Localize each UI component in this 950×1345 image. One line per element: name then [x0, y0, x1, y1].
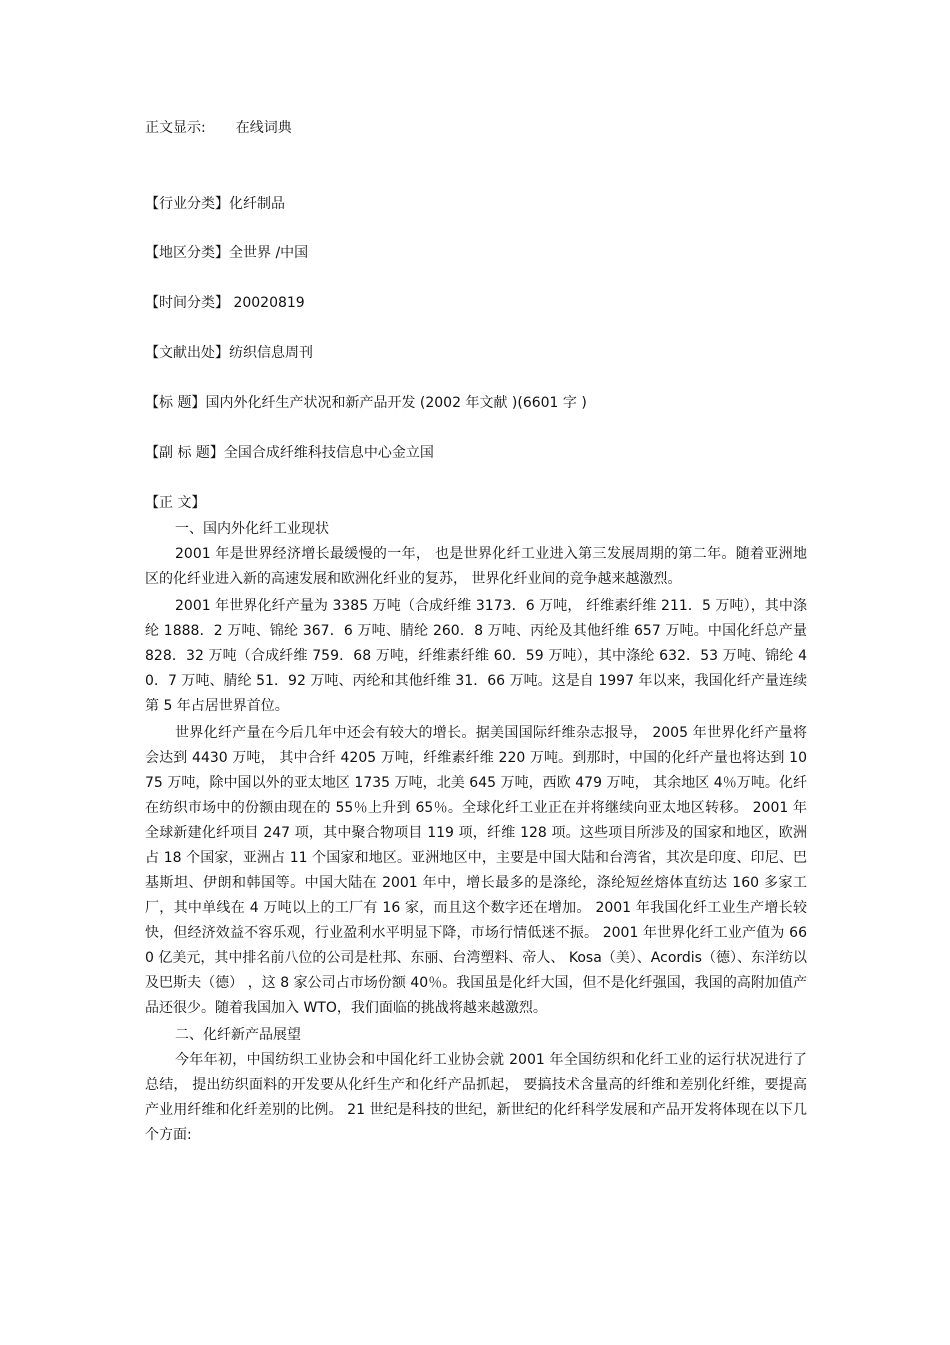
meta-title: 【标 题】国内外化纤生产状况和新产品开发 (2002 年文献 )(6601 字 ) [145, 395, 587, 411]
meta-source: 【文献出处】纺织信息周刊 [145, 345, 313, 361]
header-label: 正文显示: [145, 120, 206, 136]
paragraph-2: 2001 年世界化纤产量为 3385 万吨（合成纤维 3173．6 万吨， 纤维素纤维 211．5 万吨），其中涤纶 1888．2 万吨、锦纶 367．6 万吨、腈纶 260．8 万吨、丙纶及其他纤维 657 万吨。中国化纤总产量 828．32 万吨（合成纤维 759．68 万吨，纤维素纤维 60．59 万吨），其中涤纶 632．53 万吨、锦纶 40．7 万吨、腈纶 51．92 万吨、丙纶和其他纤维 31．66 万吨。这是自 1997 年以来，我国化纤产量连续第 5 年占居世界首位。 [145, 598, 807, 714]
meta-region: 【地区分类】全世界 /中国 [145, 245, 309, 261]
section-heading-1: 一、国内外化纤工业现状 [175, 521, 329, 537]
paragraph-1: 2001 年是世界经济增长最缓慢的一年， 也是世界化纤工业进入第三发展周期的第二年。随着亚洲地区的化纤业进入新的高速发展和欧洲化纤业的复苏， 世界化纤业间的竞争越来越激烈。 [145, 546, 807, 587]
meta-time: 【时间分类】 20020819 [145, 295, 305, 311]
header-row [145, 118, 292, 138]
paragraph-3: 世界化纤产量在今后几年中还会有较大的增长。据美国国际纤维杂志报导， 2005 年世界化纤产量将会达到 4430 万吨， 其中合纤 4205 万吨，纤维素纤维 220 万吨。到那时，中国的化纤产量也将达到 1075 万吨，除中国以外的亚太地区 1735 万吨，北美 645 万吨，西欧 479 万吨， 其余地区 4％万吨。化纤在纺织市场中的份额由现在的 55％上升到 65％。全球化纤工业正在并将继续向亚太地区转移。 2001 年全球新建化纤项目 247 项，其中聚合物项目 119 项，纤维 128 项。这些项目所涉及的国家和地区，欧洲占 18 个国家，亚洲占 11 个国家和地区。亚洲地区中，主要是中国大陆和台湾省，其次是印度、印尼、巴基斯坦、伊朗和韩国等。中国大陆在 2001 年中，增长最多的是涤纶，涤纶短丝熔体直纺达 160 多家工厂，其中单线在 4 万吨以上的工厂有 16 家，而且这个数字还在增加。 2001 年我国化纤工业生产增长较快，但经济效益不容乐观，行业盈利水平明显下降，市场行情低迷不振。 2001 年世界化纤工业产值为 660 亿美元，其中排名前八位的公司是杜邦、东丽、台湾塑料、帝人、 Kosa（美）、Acordis（德）、东洋纺以及巴斯夫（德） ，这 8 家公司占市场份额 40％。我国虽是化纤大国，但不是化纤强国，我国的高附加值产品还很少。随着我国加入 WTO，我们面临的挑战将越来越激烈。 [145, 725, 807, 1016]
article-body [145, 517, 807, 1150]
paragraph-4: 今年年初，中国纺织工业协会和中国化纤工业协会就 2001 年全国纺织和化纤工业的运行状况进行了总结， 提出纺织面料的开发要从化纤生产和化纤产品抓起， 要搞技术含量高的纤维和差别化纤维，要提高产业用纤维和化纤差别的比例。 21 世纪是科技的世纪，新世纪的化纤科学发展和产品开发将体现在以下几个方面: [145, 1052, 807, 1143]
section-heading-2: 二、化纤新产品展望 [175, 1027, 301, 1043]
meta-industry: 【行业分类】化纤制品 [145, 196, 285, 212]
meta-subtitle: 【副 标 题】全国合成纤维科技信息中心金立国 [145, 445, 434, 461]
online-dictionary-link[interactable]: 在线词典 [235, 120, 292, 136]
meta-body-label: 【正 文】 [145, 495, 206, 511]
